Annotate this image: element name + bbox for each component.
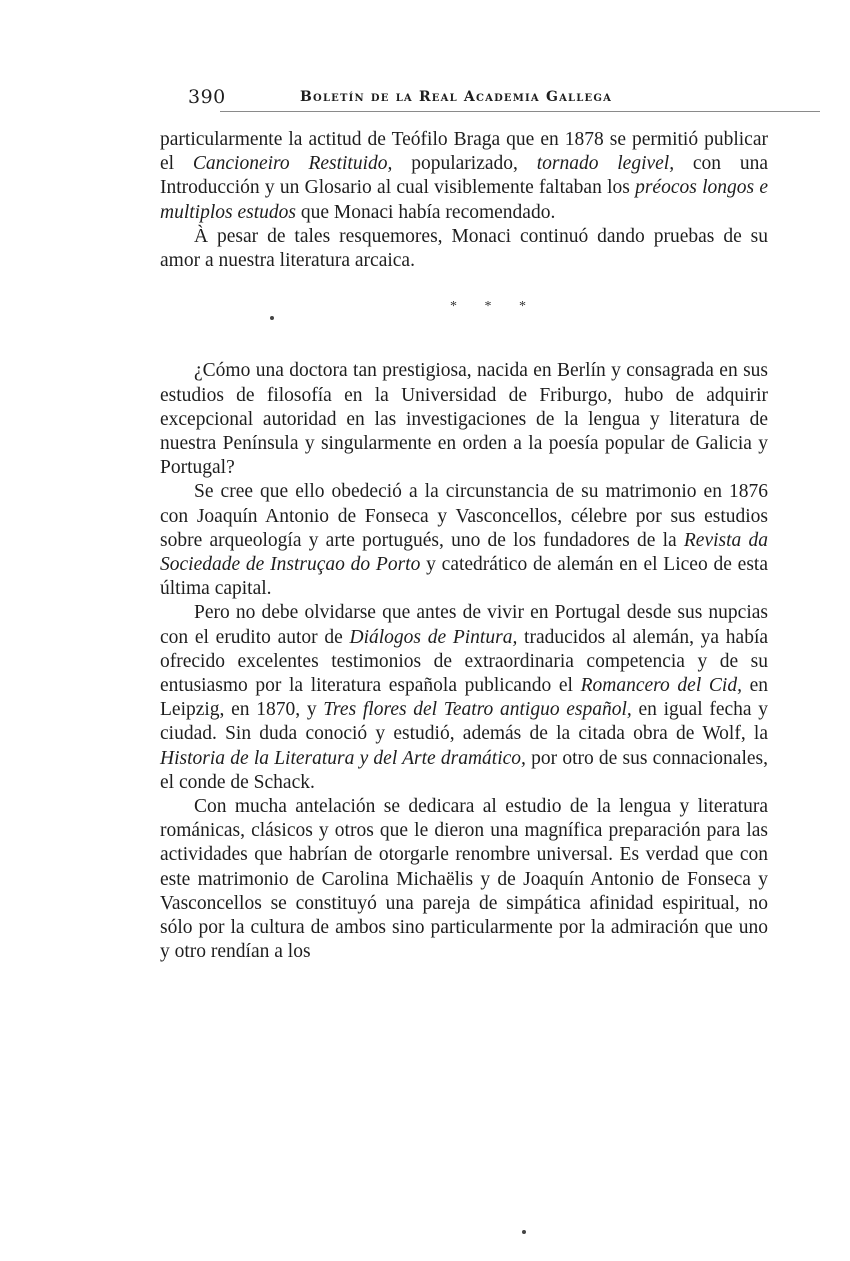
- section-separator: * * *: [450, 299, 538, 315]
- paragraph-monaci: À pesar de tales resquemores, Monaci continuó dando pruebas de su amor a nuestra literatura arcaica.: [160, 225, 768, 272]
- title-dialogos: Diálogos de Pintura,: [349, 626, 518, 648]
- paragraph-continuation: [160, 128, 768, 225]
- text-run: y catedrático de alemán en el Liceo de esta última capital.: [160, 554, 768, 600]
- title-revista: Revista da Sociedade de Instruçao do Porto: [160, 529, 768, 576]
- ink-speck: [522, 1230, 526, 1234]
- paragraph-question: ¿Cómo una doctora tan prestigiosa, nacida en Berlín y consagrada en sus estudios de filosofía en la Universidad de Friburgo, hubo de adquirir excepcional autoridad en las investigaciones de la lengua y literatura de nuestra Península y singularmente en orden a la poesía popular de Galicia y Portugal?: [160, 360, 768, 479]
- page-header: [160, 86, 785, 112]
- title-tres-flores: Tres flores del Teatro antiguo español,: [323, 699, 632, 721]
- text-run: por otro de sus connacionales, el conde de Schack.: [160, 747, 768, 793]
- text-run: en Leipzig, en 1870, y: [160, 675, 769, 721]
- text-run: con una Introducción y un Glosario al cual visiblemente faltaban los: [160, 153, 769, 199]
- text-run: Pero no debe olvidarse que antes de vivir en Portugal desde sus nupcias con el erudito autor de: [160, 602, 768, 648]
- text-column: [160, 128, 768, 965]
- text-run: en igual fecha y ciudad. Sin duda conoció y estudió, además de la citada obra de Wolf, la: [160, 699, 768, 745]
- text-run: popularizado,: [392, 153, 537, 175]
- text-run: traducidos al alemán, ya había ofrecido excelentes testimonios de extraordinaria competencia y de su entusiasmo por la literatura española publicando el: [160, 626, 769, 697]
- text-run: que Monaci había recomendado.: [295, 201, 556, 223]
- text-run: Se cree que ello obedeció a la circunstancia de su matrimonio en 1876 con Joaquín Antonio de Fonseca y Vasconcellos, célebre por sus estudios sobre arqueología y arte portugués, uno de los fundadores de la: [160, 481, 768, 551]
- title-historia: Historia de la Literatura y del Arte dramático,: [160, 747, 526, 769]
- text-run: particularmente la actitud de Teófilo Braga que en 1878 se permitió publicar el: [160, 129, 768, 175]
- paragraph-marriage: [160, 480, 768, 601]
- title-cancioneiro: Cancioneiro Restituido,: [192, 153, 393, 175]
- paragraph-publications: [160, 601, 768, 795]
- italic-phrase: préocos longos e multiplos estudos: [160, 177, 769, 223]
- ink-speck: [270, 316, 274, 320]
- header-rule: [220, 111, 820, 112]
- page-number: 390: [188, 86, 226, 108]
- paragraph-antelacion: Con mucha antelación se dedicara al estudio de la lengua y literatura románicas, clásicos y otros que le dieron una magnífica preparación para las actividades que habrían de otorgarle renombre universal. Es verdad que con este matrimonio de Carolina Michaëlis y de Joaquín Antonio de Fonseca y Vasconcellos se constituyó una pareja de simpática afinidad espiritual, no sólo por la cultura de ambos sino particularmente por la admiración que uno y otro rendían a los: [160, 796, 768, 963]
- running-head: Boletín de la Real Academia Gallega: [300, 89, 613, 105]
- italic-phrase: tornado legivel,: [536, 153, 675, 175]
- title-romancero: Romancero del Cid,: [580, 675, 742, 697]
